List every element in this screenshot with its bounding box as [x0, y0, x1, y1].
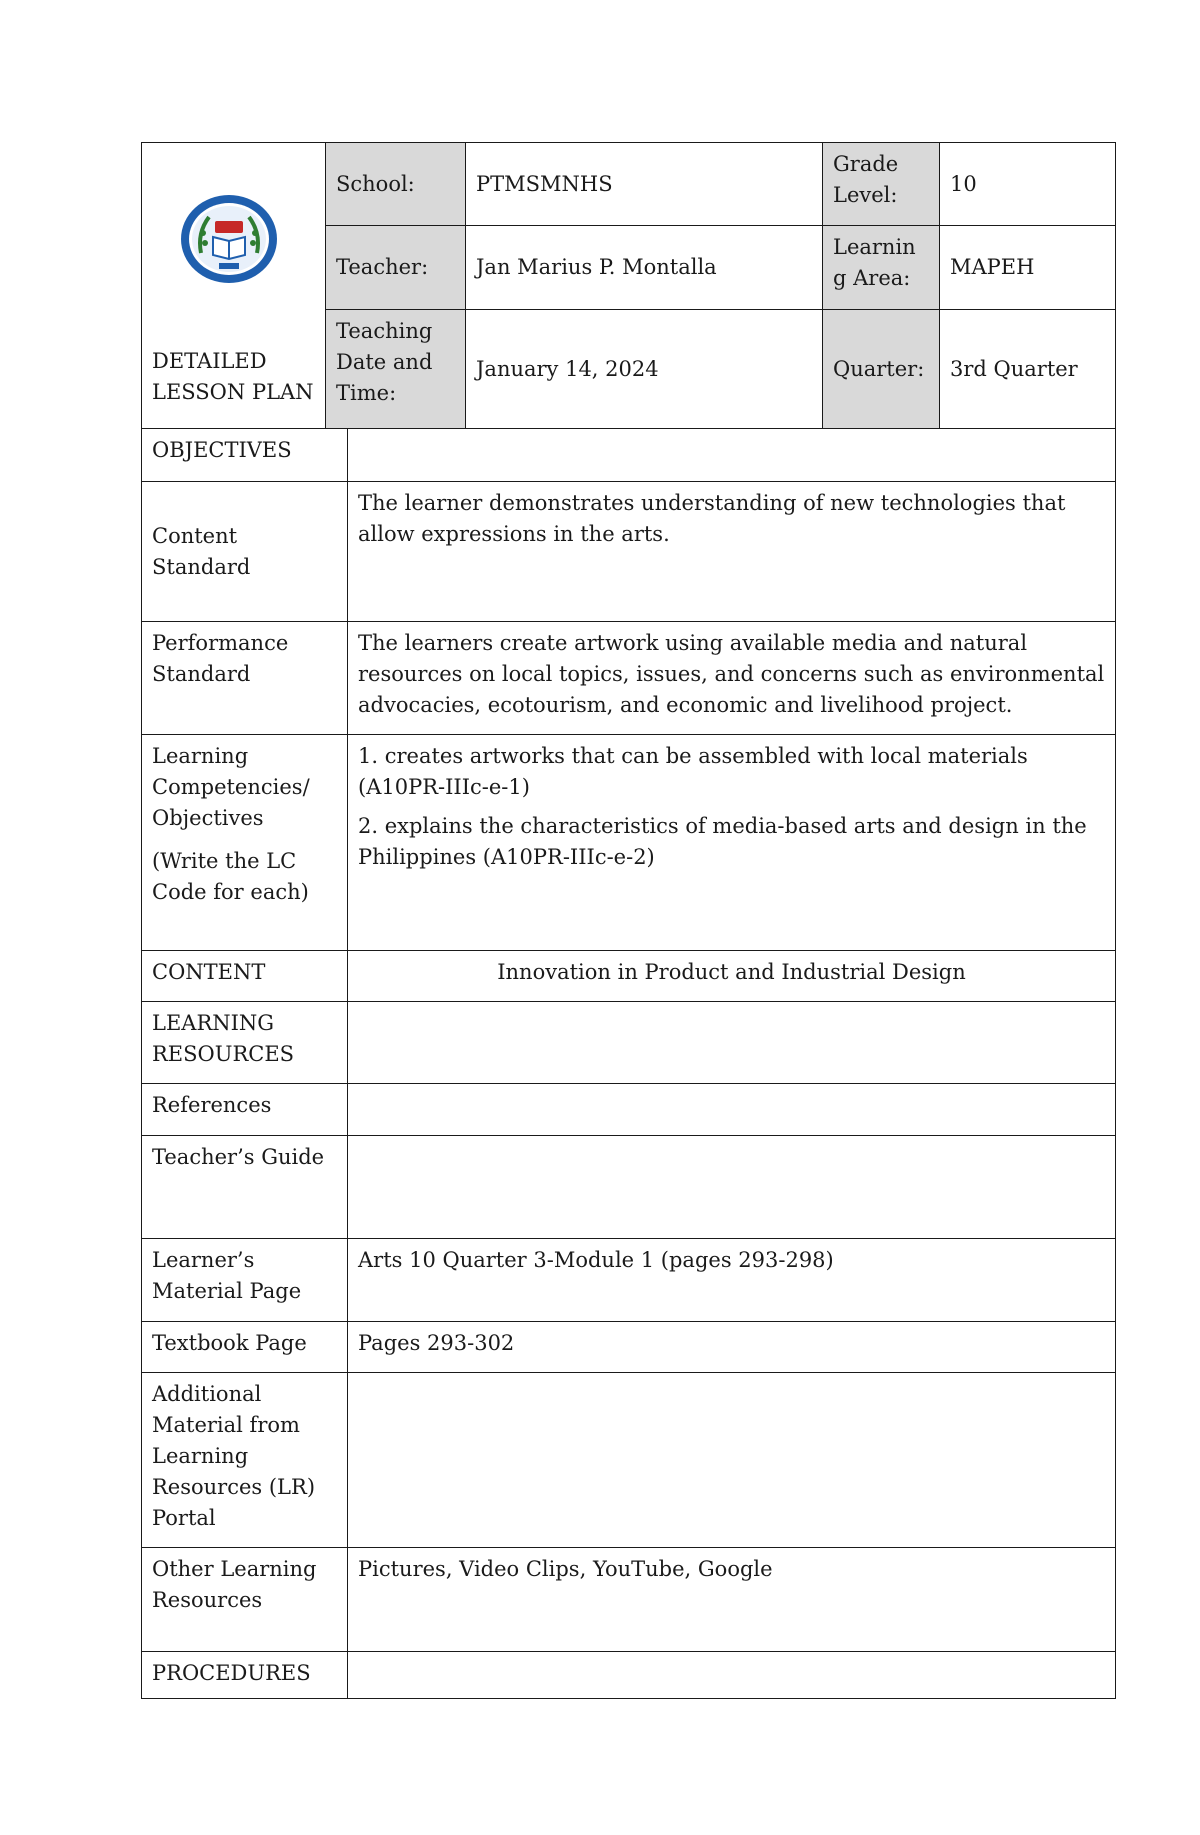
other-resources-value: Pictures, Video Clips, YouTube, Google	[348, 1548, 1116, 1652]
other-resources-row	[142, 1548, 1116, 1652]
school-label: School:	[326, 143, 466, 226]
learners-material-value: Arts 10 Quarter 3-Module 1 (pages 293-298)	[348, 1239, 1116, 1322]
lesson-plan-table	[141, 142, 1116, 1699]
teaching-date-label: Teaching Date and Time:	[326, 310, 466, 429]
content-standard-label: Content Standard	[142, 482, 348, 622]
grade-level-value: 10	[940, 143, 1116, 226]
competencies-label-cell	[142, 735, 348, 951]
teacher-label: Teacher:	[326, 226, 466, 310]
learning-resources-row	[142, 1002, 1116, 1084]
content-label: CONTENT	[142, 951, 348, 1002]
textbook-label: Textbook Page	[142, 1322, 348, 1373]
objectives-label: OBJECTIVES	[142, 429, 348, 482]
document-title: DETAILED LESSON PLAN	[152, 349, 314, 404]
school-value: PTMSMNHS	[466, 143, 823, 226]
content-row	[142, 951, 1116, 1002]
competencies-label: Learning Competencies/ Objectives	[152, 744, 310, 830]
competencies-note: (Write the LC Code for each)	[152, 849, 309, 904]
teachers-guide-row	[142, 1136, 1116, 1239]
teachers-guide-label: Teacher’s Guide	[142, 1136, 348, 1239]
additional-material-value	[348, 1373, 1116, 1548]
additional-material-row	[142, 1373, 1116, 1548]
competencies-value-cell	[348, 735, 1116, 951]
references-value	[348, 1084, 1116, 1136]
competencies-row	[142, 735, 1116, 951]
content-standard-row	[142, 482, 1116, 622]
procedures-value	[348, 1652, 1116, 1699]
competency-item: 1. creates artworks that can be assembled with local materials (A10PR-IIIc-e-1)	[358, 744, 1028, 799]
learners-material-label: Learner’s Material Page	[142, 1239, 348, 1322]
textbook-value: Pages 293-302	[348, 1322, 1116, 1373]
learning-area-label: Learning Area:	[823, 226, 940, 310]
header-row-school	[142, 143, 1116, 226]
additional-material-label: Additional Material from Learning Resources (LR) Portal	[142, 1373, 348, 1548]
procedures-label: PROCEDURES	[142, 1652, 348, 1699]
objectives-row	[142, 429, 1116, 482]
school-seal-icon	[179, 193, 279, 285]
content-standard-value: The learner demonstrates understanding of new technologies that allow expressions in the arts.	[348, 482, 1116, 622]
performance-standard-row	[142, 622, 1116, 735]
teacher-value: Jan Marius P. Montalla	[466, 226, 823, 310]
school-seal-logo	[179, 193, 279, 285]
procedures-row	[142, 1652, 1116, 1699]
references-row	[142, 1084, 1116, 1136]
teaching-date-value: January 14, 2024	[466, 310, 823, 429]
quarter-value: 3rd Quarter	[940, 310, 1116, 429]
competency-item: 2. explains the characteristics of media-based arts and design in the Philippines (A10PR-IIIc-e-2)	[358, 814, 1087, 869]
content-value: Innovation in Product and Industrial Design	[348, 951, 1116, 1002]
quarter-label: Quarter:	[823, 310, 940, 429]
logo-title-cell	[142, 143, 326, 429]
learners-material-row	[142, 1239, 1116, 1322]
learning-resources-value	[348, 1002, 1116, 1084]
learning-resources-label: LEARNING RESOURCES	[142, 1002, 348, 1084]
learning-area-value: MAPEH	[940, 226, 1116, 310]
teachers-guide-value	[348, 1136, 1116, 1239]
performance-standard-label: Performance Standard	[142, 622, 348, 735]
textbook-row	[142, 1322, 1116, 1373]
references-label: References	[142, 1084, 348, 1136]
performance-standard-value: The learners create artwork using available media and natural resources on local topics, issues, and concerns such as environmental advocacies, ecotourism, and economic and livelihood project.	[348, 622, 1116, 735]
objectives-value	[348, 429, 1116, 482]
grade-level-label: Grade Level:	[823, 143, 940, 226]
other-resources-label: Other Learning Resources	[142, 1548, 348, 1652]
